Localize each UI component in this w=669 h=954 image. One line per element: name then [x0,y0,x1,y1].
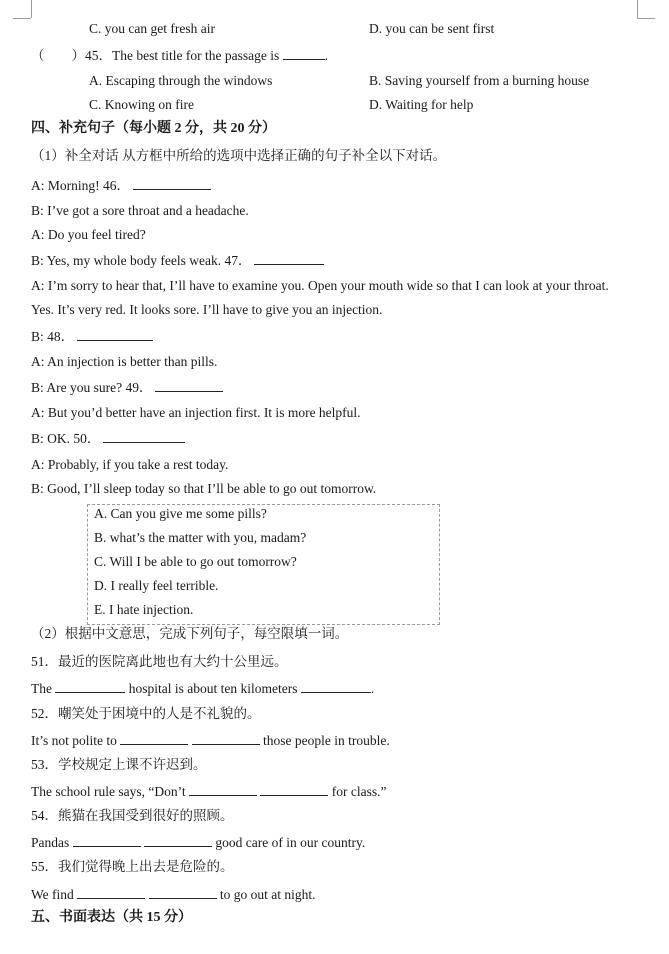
section-5-heading: 五、书面表达（共 15 分） [31,910,192,925]
q54-blank-1 [73,833,141,847]
blank-49 [155,378,223,392]
q55-chinese: 55．我们觉得晚上出去是危险的。 [31,859,234,874]
q51-text-c: . [370,681,375,696]
dialogue-text: B: Are you sure? 49． [31,380,153,395]
q44-option-d: D. you can be sent first [369,21,495,36]
q45-blank [283,46,325,60]
q53-text-a: The school rule says, “Don’t [31,784,186,799]
option-d: D. I really feel terrible. [94,578,219,593]
corner-mark-left [31,0,32,18]
corner-mark-right-h [637,18,655,19]
q54-english [31,833,365,852]
dialogue-line: B: Good, I’ll sleep today so that I’ll be able to go out tomorrow. [31,481,377,496]
q52-blank-1 [120,731,188,745]
dialogue-text: B: OK. 50． [31,431,101,446]
q55-text-b: to go out at night. [219,887,316,902]
q55-english [31,885,316,904]
dialogue-line-50 [31,429,185,448]
corner-mark-right [637,0,638,18]
option-e: E. I hate injection. [94,602,194,617]
section-4-heading: 四、补充句子（每小题 2 分，共 20 分） [31,121,276,136]
q54-text-a: Pandas [31,835,70,850]
q44-option-c: C. you can get fresh air [89,21,215,36]
q53-chinese: 53．学校规定上课不许迟到。 [31,757,207,772]
answer-paren: （ ） [31,48,85,63]
q51-text-b: hospital is about ten kilometers [128,681,298,696]
part2-instructions: （2）根据中文意思，完成下列句子，每空限填一词。 [31,626,349,641]
dialogue-line-47 [31,251,324,270]
dialogue-line: A: But you’d better have an injection first. It is more helpful. [31,405,361,420]
q53-blank-2 [260,782,328,796]
blank-50 [103,429,185,443]
dialogue-line-46 [31,176,211,195]
q55-text-a: We find [31,887,74,902]
dialogue-text: B: Yes, my whole body feels weak. 47． [31,253,252,268]
option-c: C. Will I be able to go out tomorrow? [94,554,297,569]
q52-text-a: It’s not polite to [31,733,117,748]
q51-blank-2 [301,679,371,693]
q45-period: . [324,48,328,63]
dialogue-line: Yes. It’s very red. It looks sore. I’ll have to give you an injection. [31,302,383,317]
corner-mark-left-h [13,18,31,19]
q45-stem: 45．The best title for the passage is [85,48,280,63]
q51-english [31,679,374,698]
q45-option-d: D. Waiting for help [369,97,474,112]
q45-option-b: B. Saving yourself from a burning house [369,73,590,88]
dialogue-line-48 [31,327,153,346]
blank-47 [254,251,324,265]
dialogue-line: A: An injection is better than pills. [31,354,218,369]
q54-chinese: 54．熊猫在我国受到很好的照顾。 [31,808,234,823]
q52-english [31,731,390,750]
q53-english [31,782,386,801]
q55-blank-2 [149,885,217,899]
part1-instructions: （1）补全对话 从方框中所给的选项中选择正确的句子补全以下对话。 [31,148,447,163]
q51-chinese: 51．最近的医院离此地也有大约十公里远。 [31,654,288,669]
dialogue-line: A: Probably, if you take a rest today. [31,457,229,472]
dialogue-line: A: Do you feel tired? [31,227,146,242]
option-b: B. what’s the matter with you, madam? [94,530,307,545]
dialogue-line: A: I’m sorry to hear that, I’ll have to examine you. Open your mouth wide so that I can look at your throat. [31,278,609,293]
q45-option-c: C. Knowing on fire [89,97,194,112]
q53-text-b: for class.” [331,784,387,799]
q45-option-a: A. Escaping through the windows [89,73,273,88]
blank-46 [133,176,211,190]
q52-chinese: 52．嘲笑处于困境中的人是不礼貌的。 [31,706,261,721]
q51-blank-1 [55,679,125,693]
q52-blank-2 [192,731,260,745]
q51-text-a: The [31,681,52,696]
option-a: A. Can you give me some pills? [94,506,267,521]
dialogue-text: B: 48． [31,329,75,344]
q45-question [31,46,328,65]
q53-blank-1 [189,782,257,796]
q55-blank-1 [77,885,145,899]
options-box [87,504,440,625]
q54-blank-2 [144,833,212,847]
dialogue-line-49 [31,378,223,397]
dialogue-text: A: Morning! 46． [31,178,130,193]
q52-text-b: those people in trouble. [263,733,390,748]
q54-text-b: good care of in our country. [215,835,366,850]
dialogue-line: B: I’ve got a sore throat and a headache. [31,203,249,218]
blank-48 [77,327,153,341]
